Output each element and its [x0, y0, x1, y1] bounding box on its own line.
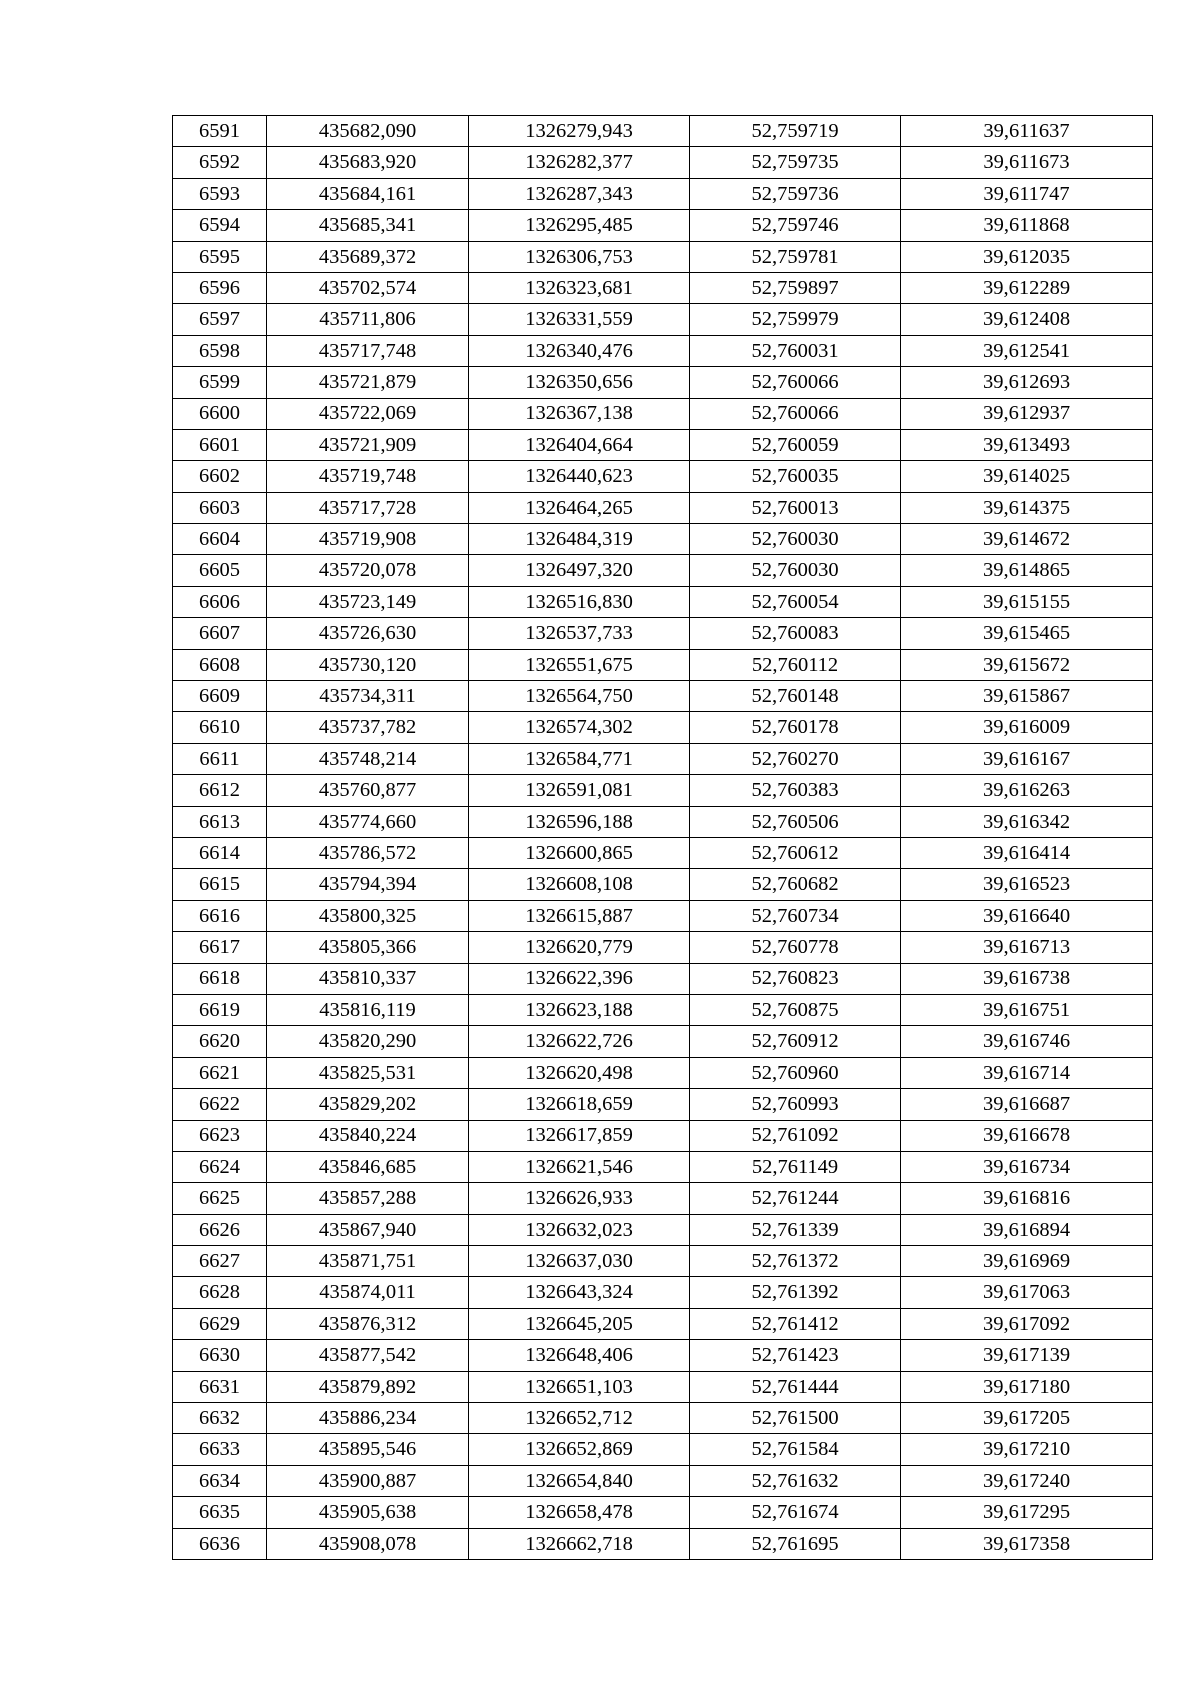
- table-row: [173, 524, 1153, 555]
- x-coordinate-cell: 435711,806: [267, 304, 469, 335]
- y-coordinate-cell: 1326621,546: [469, 1151, 690, 1182]
- longitude-cell: 39,616714: [901, 1057, 1153, 1088]
- point-number-cell: 6630: [173, 1340, 267, 1371]
- point-number-cell: 6622: [173, 1089, 267, 1120]
- x-coordinate-cell: 435857,288: [267, 1183, 469, 1214]
- table-row: [173, 178, 1153, 209]
- x-coordinate-cell: 435895,546: [267, 1434, 469, 1465]
- y-coordinate-cell: 1326652,712: [469, 1403, 690, 1434]
- longitude-cell: 39,614375: [901, 492, 1153, 523]
- longitude-cell: 39,617210: [901, 1434, 1153, 1465]
- latitude-cell: 52,759781: [690, 241, 901, 272]
- table-row: [173, 1026, 1153, 1057]
- latitude-cell: 52,760993: [690, 1089, 901, 1120]
- y-coordinate-cell: 1326537,733: [469, 618, 690, 649]
- point-number-cell: 6613: [173, 806, 267, 837]
- y-coordinate-cell: 1326618,659: [469, 1089, 690, 1120]
- table-row: [173, 1057, 1153, 1088]
- longitude-cell: 39,616713: [901, 932, 1153, 963]
- point-number-cell: 6620: [173, 1026, 267, 1057]
- point-number-cell: 6609: [173, 681, 267, 712]
- longitude-cell: 39,617180: [901, 1371, 1153, 1402]
- y-coordinate-cell: 1326626,933: [469, 1183, 690, 1214]
- table-row: [173, 1308, 1153, 1339]
- table-row: [173, 806, 1153, 837]
- longitude-cell: 39,616746: [901, 1026, 1153, 1057]
- latitude-cell: 52,761392: [690, 1277, 901, 1308]
- table-row: [173, 900, 1153, 931]
- point-number-cell: 6615: [173, 869, 267, 900]
- x-coordinate-cell: 435682,090: [267, 116, 469, 147]
- x-coordinate-cell: 435871,751: [267, 1246, 469, 1277]
- latitude-cell: 52,759736: [690, 178, 901, 209]
- longitude-cell: 39,616263: [901, 775, 1153, 806]
- x-coordinate-cell: 435810,337: [267, 963, 469, 994]
- table-row: [173, 618, 1153, 649]
- point-number-cell: 6617: [173, 932, 267, 963]
- x-coordinate-cell: 435908,078: [267, 1528, 469, 1559]
- table-row: [173, 586, 1153, 617]
- y-coordinate-cell: 1326564,750: [469, 681, 690, 712]
- point-number-cell: 6612: [173, 775, 267, 806]
- x-coordinate-cell: 435825,531: [267, 1057, 469, 1088]
- latitude-cell: 52,761674: [690, 1497, 901, 1528]
- latitude-cell: 52,760612: [690, 837, 901, 868]
- table-row: [173, 1371, 1153, 1402]
- y-coordinate-cell: 1326651,103: [469, 1371, 690, 1402]
- latitude-cell: 52,760734: [690, 900, 901, 931]
- longitude-cell: 39,616523: [901, 869, 1153, 900]
- longitude-cell: 39,617063: [901, 1277, 1153, 1308]
- y-coordinate-cell: 1326340,476: [469, 335, 690, 366]
- table-row: [173, 272, 1153, 303]
- y-coordinate-cell: 1326662,718: [469, 1528, 690, 1559]
- latitude-cell: 52,760112: [690, 649, 901, 680]
- table-row: [173, 555, 1153, 586]
- table-row: [173, 1497, 1153, 1528]
- x-coordinate-cell: 435816,119: [267, 994, 469, 1025]
- point-number-cell: 6608: [173, 649, 267, 680]
- x-coordinate-cell: 435719,748: [267, 461, 469, 492]
- x-coordinate-cell: 435886,234: [267, 1403, 469, 1434]
- latitude-cell: 52,759979: [690, 304, 901, 335]
- longitude-cell: 39,612937: [901, 398, 1153, 429]
- y-coordinate-cell: 1326645,205: [469, 1308, 690, 1339]
- latitude-cell: 52,761372: [690, 1246, 901, 1277]
- y-coordinate-cell: 1326596,188: [469, 806, 690, 837]
- longitude-cell: 39,612541: [901, 335, 1153, 366]
- longitude-cell: 39,615465: [901, 618, 1153, 649]
- y-coordinate-cell: 1326551,675: [469, 649, 690, 680]
- latitude-cell: 52,760506: [690, 806, 901, 837]
- x-coordinate-cell: 435829,202: [267, 1089, 469, 1120]
- point-number-cell: 6593: [173, 178, 267, 209]
- latitude-cell: 52,760030: [690, 555, 901, 586]
- longitude-cell: 39,616894: [901, 1214, 1153, 1245]
- longitude-cell: 39,616678: [901, 1120, 1153, 1151]
- latitude-cell: 52,760066: [690, 398, 901, 429]
- point-number-cell: 6603: [173, 492, 267, 523]
- table-row: [173, 147, 1153, 178]
- longitude-cell: 39,615155: [901, 586, 1153, 617]
- point-number-cell: 6634: [173, 1465, 267, 1496]
- longitude-cell: 39,617205: [901, 1403, 1153, 1434]
- longitude-cell: 39,611747: [901, 178, 1153, 209]
- x-coordinate-cell: 435820,290: [267, 1026, 469, 1057]
- x-coordinate-cell: 435717,748: [267, 335, 469, 366]
- y-coordinate-cell: 1326608,108: [469, 869, 690, 900]
- table-row: [173, 1277, 1153, 1308]
- latitude-cell: 52,759746: [690, 210, 901, 241]
- point-number-cell: 6594: [173, 210, 267, 241]
- point-number-cell: 6627: [173, 1246, 267, 1277]
- latitude-cell: 52,760013: [690, 492, 901, 523]
- x-coordinate-cell: 435721,879: [267, 367, 469, 398]
- table-row: [173, 712, 1153, 743]
- x-coordinate-cell: 435689,372: [267, 241, 469, 272]
- longitude-cell: 39,617139: [901, 1340, 1153, 1371]
- y-coordinate-cell: 1326622,726: [469, 1026, 690, 1057]
- x-coordinate-cell: 435840,224: [267, 1120, 469, 1151]
- table-row: [173, 492, 1153, 523]
- longitude-cell: 39,614025: [901, 461, 1153, 492]
- x-coordinate-cell: 435879,892: [267, 1371, 469, 1402]
- x-coordinate-cell: 435723,149: [267, 586, 469, 617]
- point-number-cell: 6619: [173, 994, 267, 1025]
- latitude-cell: 52,759897: [690, 272, 901, 303]
- x-coordinate-cell: 435786,572: [267, 837, 469, 868]
- point-number-cell: 6607: [173, 618, 267, 649]
- y-coordinate-cell: 1326331,559: [469, 304, 690, 335]
- y-coordinate-cell: 1326658,478: [469, 1497, 690, 1528]
- x-coordinate-cell: 435760,877: [267, 775, 469, 806]
- longitude-cell: 39,616640: [901, 900, 1153, 931]
- longitude-cell: 39,615867: [901, 681, 1153, 712]
- point-number-cell: 6591: [173, 116, 267, 147]
- longitude-cell: 39,616816: [901, 1183, 1153, 1214]
- x-coordinate-cell: 435900,887: [267, 1465, 469, 1496]
- longitude-cell: 39,616969: [901, 1246, 1153, 1277]
- y-coordinate-cell: 1326617,859: [469, 1120, 690, 1151]
- latitude-cell: 52,761244: [690, 1183, 901, 1214]
- point-number-cell: 6614: [173, 837, 267, 868]
- point-number-cell: 6631: [173, 1371, 267, 1402]
- y-coordinate-cell: 1326516,830: [469, 586, 690, 617]
- point-number-cell: 6629: [173, 1308, 267, 1339]
- longitude-cell: 39,612289: [901, 272, 1153, 303]
- x-coordinate-cell: 435905,638: [267, 1497, 469, 1528]
- x-coordinate-cell: 435684,161: [267, 178, 469, 209]
- longitude-cell: 39,616751: [901, 994, 1153, 1025]
- x-coordinate-cell: 435726,630: [267, 618, 469, 649]
- point-number-cell: 6592: [173, 147, 267, 178]
- point-number-cell: 6621: [173, 1057, 267, 1088]
- latitude-cell: 52,761423: [690, 1340, 901, 1371]
- longitude-cell: 39,614672: [901, 524, 1153, 555]
- table-row: [173, 461, 1153, 492]
- table-row: [173, 210, 1153, 241]
- point-number-cell: 6626: [173, 1214, 267, 1245]
- y-coordinate-cell: 1326350,656: [469, 367, 690, 398]
- latitude-cell: 52,760030: [690, 524, 901, 555]
- x-coordinate-cell: 435730,120: [267, 649, 469, 680]
- latitude-cell: 52,760912: [690, 1026, 901, 1057]
- y-coordinate-cell: 1326591,081: [469, 775, 690, 806]
- point-number-cell: 6636: [173, 1528, 267, 1559]
- latitude-cell: 52,761632: [690, 1465, 901, 1496]
- y-coordinate-cell: 1326632,023: [469, 1214, 690, 1245]
- y-coordinate-cell: 1326637,030: [469, 1246, 690, 1277]
- table-row: [173, 398, 1153, 429]
- y-coordinate-cell: 1326643,324: [469, 1277, 690, 1308]
- latitude-cell: 52,761412: [690, 1308, 901, 1339]
- table-row: [173, 1465, 1153, 1496]
- y-coordinate-cell: 1326648,406: [469, 1340, 690, 1371]
- table-row: [173, 681, 1153, 712]
- y-coordinate-cell: 1326279,943: [469, 116, 690, 147]
- y-coordinate-cell: 1326584,771: [469, 743, 690, 774]
- y-coordinate-cell: 1326404,664: [469, 429, 690, 460]
- y-coordinate-cell: 1326497,320: [469, 555, 690, 586]
- longitude-cell: 39,616734: [901, 1151, 1153, 1182]
- x-coordinate-cell: 435721,909: [267, 429, 469, 460]
- y-coordinate-cell: 1326323,681: [469, 272, 690, 303]
- longitude-cell: 39,617092: [901, 1308, 1153, 1339]
- latitude-cell: 52,761339: [690, 1214, 901, 1245]
- table-row: [173, 869, 1153, 900]
- x-coordinate-cell: 435702,574: [267, 272, 469, 303]
- table-row: [173, 1214, 1153, 1245]
- table-row: [173, 1151, 1153, 1182]
- y-coordinate-cell: 1326464,265: [469, 492, 690, 523]
- latitude-cell: 52,759719: [690, 116, 901, 147]
- y-coordinate-cell: 1326620,498: [469, 1057, 690, 1088]
- point-number-cell: 6605: [173, 555, 267, 586]
- coordinates-table: [172, 115, 1153, 1560]
- y-coordinate-cell: 1326620,779: [469, 932, 690, 963]
- point-number-cell: 6623: [173, 1120, 267, 1151]
- point-number-cell: 6610: [173, 712, 267, 743]
- table-row: [173, 1403, 1153, 1434]
- x-coordinate-cell: 435774,660: [267, 806, 469, 837]
- table-row: [173, 1434, 1153, 1465]
- latitude-cell: 52,761695: [690, 1528, 901, 1559]
- longitude-cell: 39,616414: [901, 837, 1153, 868]
- point-number-cell: 6635: [173, 1497, 267, 1528]
- latitude-cell: 52,760682: [690, 869, 901, 900]
- point-number-cell: 6624: [173, 1151, 267, 1182]
- y-coordinate-cell: 1326654,840: [469, 1465, 690, 1496]
- coordinates-table-body: [173, 116, 1153, 1560]
- x-coordinate-cell: 435737,782: [267, 712, 469, 743]
- x-coordinate-cell: 435685,341: [267, 210, 469, 241]
- table-row: [173, 335, 1153, 366]
- x-coordinate-cell: 435805,366: [267, 932, 469, 963]
- x-coordinate-cell: 435720,078: [267, 555, 469, 586]
- table-row: [173, 304, 1153, 335]
- x-coordinate-cell: 435734,311: [267, 681, 469, 712]
- x-coordinate-cell: 435748,214: [267, 743, 469, 774]
- longitude-cell: 39,612408: [901, 304, 1153, 335]
- point-number-cell: 6601: [173, 429, 267, 460]
- latitude-cell: 52,760059: [690, 429, 901, 460]
- latitude-cell: 52,760083: [690, 618, 901, 649]
- longitude-cell: 39,614865: [901, 555, 1153, 586]
- x-coordinate-cell: 435717,728: [267, 492, 469, 523]
- latitude-cell: 52,760823: [690, 963, 901, 994]
- point-number-cell: 6596: [173, 272, 267, 303]
- table-row: [173, 1089, 1153, 1120]
- point-number-cell: 6625: [173, 1183, 267, 1214]
- y-coordinate-cell: 1326440,623: [469, 461, 690, 492]
- table-row: [173, 649, 1153, 680]
- latitude-cell: 52,760054: [690, 586, 901, 617]
- x-coordinate-cell: 435722,069: [267, 398, 469, 429]
- latitude-cell: 52,760778: [690, 932, 901, 963]
- table-row: [173, 775, 1153, 806]
- longitude-cell: 39,616738: [901, 963, 1153, 994]
- longitude-cell: 39,611673: [901, 147, 1153, 178]
- x-coordinate-cell: 435867,940: [267, 1214, 469, 1245]
- y-coordinate-cell: 1326623,188: [469, 994, 690, 1025]
- longitude-cell: 39,613493: [901, 429, 1153, 460]
- y-coordinate-cell: 1326622,396: [469, 963, 690, 994]
- x-coordinate-cell: 435846,685: [267, 1151, 469, 1182]
- longitude-cell: 39,617295: [901, 1497, 1153, 1528]
- latitude-cell: 52,761584: [690, 1434, 901, 1465]
- y-coordinate-cell: 1326367,138: [469, 398, 690, 429]
- longitude-cell: 39,616009: [901, 712, 1153, 743]
- point-number-cell: 6600: [173, 398, 267, 429]
- table-row: [173, 1120, 1153, 1151]
- table-row: [173, 994, 1153, 1025]
- latitude-cell: 52,760031: [690, 335, 901, 366]
- table-row: [173, 1340, 1153, 1371]
- longitude-cell: 39,611637: [901, 116, 1153, 147]
- x-coordinate-cell: 435683,920: [267, 147, 469, 178]
- point-number-cell: 6618: [173, 963, 267, 994]
- latitude-cell: 52,760383: [690, 775, 901, 806]
- table-row: [173, 429, 1153, 460]
- table-row: [173, 1528, 1153, 1559]
- y-coordinate-cell: 1326484,319: [469, 524, 690, 555]
- y-coordinate-cell: 1326600,865: [469, 837, 690, 868]
- table-row: [173, 1183, 1153, 1214]
- latitude-cell: 52,760270: [690, 743, 901, 774]
- x-coordinate-cell: 435794,394: [267, 869, 469, 900]
- longitude-cell: 39,617240: [901, 1465, 1153, 1496]
- latitude-cell: 52,760875: [690, 994, 901, 1025]
- table-row: [173, 743, 1153, 774]
- latitude-cell: 52,761092: [690, 1120, 901, 1151]
- table-row: [173, 963, 1153, 994]
- point-number-cell: 6598: [173, 335, 267, 366]
- x-coordinate-cell: 435874,011: [267, 1277, 469, 1308]
- point-number-cell: 6595: [173, 241, 267, 272]
- point-number-cell: 6606: [173, 586, 267, 617]
- table-row: [173, 932, 1153, 963]
- y-coordinate-cell: 1326287,343: [469, 178, 690, 209]
- table-row: [173, 837, 1153, 868]
- table-row: [173, 116, 1153, 147]
- longitude-cell: 39,612693: [901, 367, 1153, 398]
- point-number-cell: 6611: [173, 743, 267, 774]
- longitude-cell: 39,616687: [901, 1089, 1153, 1120]
- table-row: [173, 1246, 1153, 1277]
- point-number-cell: 6628: [173, 1277, 267, 1308]
- longitude-cell: 39,611868: [901, 210, 1153, 241]
- longitude-cell: 39,616167: [901, 743, 1153, 774]
- y-coordinate-cell: 1326295,485: [469, 210, 690, 241]
- longitude-cell: 39,615672: [901, 649, 1153, 680]
- point-number-cell: 6599: [173, 367, 267, 398]
- y-coordinate-cell: 1326282,377: [469, 147, 690, 178]
- latitude-cell: 52,760178: [690, 712, 901, 743]
- latitude-cell: 52,760148: [690, 681, 901, 712]
- latitude-cell: 52,761500: [690, 1403, 901, 1434]
- point-number-cell: 6602: [173, 461, 267, 492]
- latitude-cell: 52,761444: [690, 1371, 901, 1402]
- y-coordinate-cell: 1326306,753: [469, 241, 690, 272]
- table-row: [173, 241, 1153, 272]
- x-coordinate-cell: 435876,312: [267, 1308, 469, 1339]
- point-number-cell: 6597: [173, 304, 267, 335]
- x-coordinate-cell: 435877,542: [267, 1340, 469, 1371]
- x-coordinate-cell: 435719,908: [267, 524, 469, 555]
- point-number-cell: 6632: [173, 1403, 267, 1434]
- y-coordinate-cell: 1326652,869: [469, 1434, 690, 1465]
- longitude-cell: 39,616342: [901, 806, 1153, 837]
- latitude-cell: 52,760035: [690, 461, 901, 492]
- latitude-cell: 52,760960: [690, 1057, 901, 1088]
- y-coordinate-cell: 1326574,302: [469, 712, 690, 743]
- latitude-cell: 52,760066: [690, 367, 901, 398]
- x-coordinate-cell: 435800,325: [267, 900, 469, 931]
- point-number-cell: 6633: [173, 1434, 267, 1465]
- longitude-cell: 39,617358: [901, 1528, 1153, 1559]
- point-number-cell: 6604: [173, 524, 267, 555]
- latitude-cell: 52,761149: [690, 1151, 901, 1182]
- point-number-cell: 6616: [173, 900, 267, 931]
- latitude-cell: 52,759735: [690, 147, 901, 178]
- y-coordinate-cell: 1326615,887: [469, 900, 690, 931]
- longitude-cell: 39,612035: [901, 241, 1153, 272]
- table-row: [173, 367, 1153, 398]
